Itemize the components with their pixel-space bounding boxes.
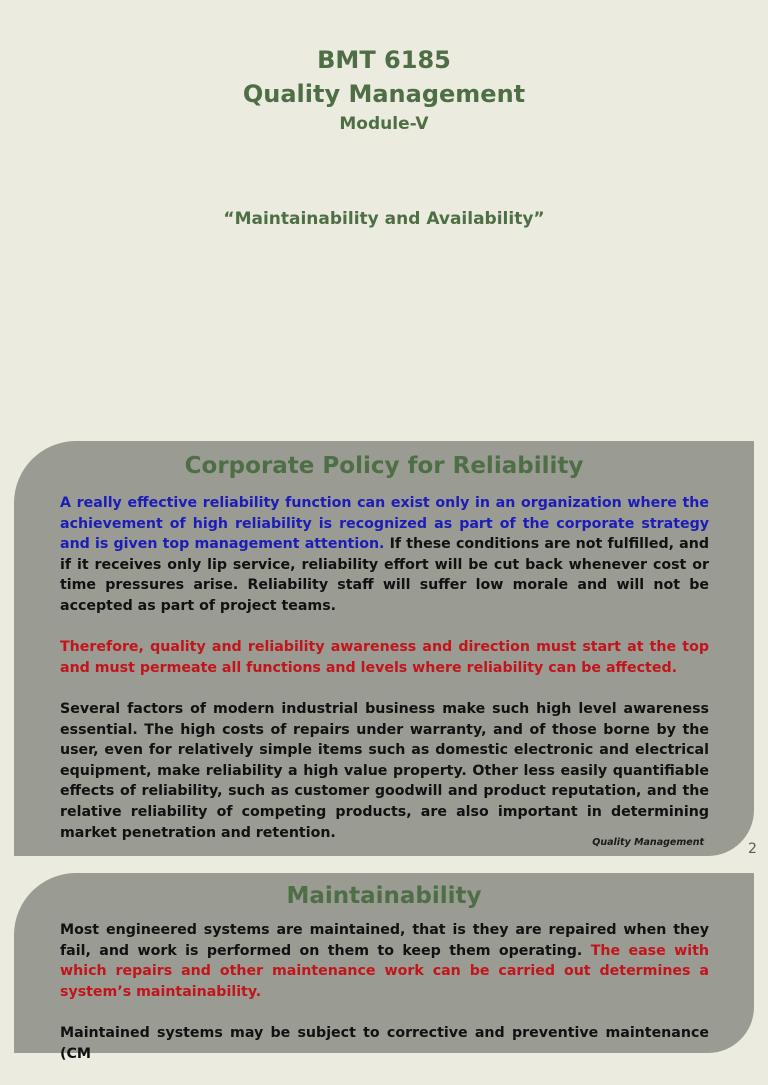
- slide-maintainability: [14, 873, 754, 1062]
- page-number: 2: [748, 841, 757, 857]
- paragraph-text: Most engineered systems are maintained, that is they are repaired when they fail, and work is performed on them to keep them operating.: [60, 922, 709, 959]
- slide-corporate-policy: [14, 441, 754, 856]
- emphasis-blue: A really effective reliability function can exist only in an organization where the achievement of high reliability is recognized as part of the corporate strategy and is given top management attention.: [60, 495, 709, 553]
- paragraph-3: Several factors of modern industrial business make such high level awareness essential. The high costs of repairs under warranty, and of those borne by the user, even for relatively simple items such as domestic electronic and electrical equipment, make reliability a high value property. Other less easily quantifiable effects of reliability, such as customer goodwill and product reputation, and the relative reliability of competing products, are also important in determining market penetration and retention.: [60, 700, 709, 841]
- topic-subtitle: “Maintainability and Availability”: [223, 209, 545, 229]
- paragraph-1: [60, 920, 709, 1002]
- paragraph-1: [60, 493, 709, 617]
- slide-body: [60, 920, 709, 1085]
- paragraph-2: Maintained systems may be subject to corrective and preventive maintenance (CM: [60, 1024, 709, 1062]
- module-label: Module-V: [339, 114, 429, 134]
- slide-title: Corporate Policy for Reliability: [184, 453, 584, 479]
- slide-body: [60, 493, 709, 864]
- title-slide: [0, 0, 768, 430]
- paragraph-2: Therefore, quality and reliability awareness and direction must start at the top and must permeate all functions and levels where reliability can be affected.: [60, 639, 709, 676]
- emphasis-red: The ease with which repairs and other maintenance work can be carried out determines a system’s maintainability.: [60, 942, 709, 1000]
- slide-footer: Quality Management: [592, 837, 704, 848]
- slide-title: Maintainability: [286, 883, 482, 909]
- course-name: Quality Management: [242, 80, 526, 108]
- paragraph-text: If these conditions are not fulfilled, and if it receives only lip service, reliability effort will be cut back whenever cost or time pressures arise. Reliability staff will suffer low morale and will not be accepted as part of project teams.: [60, 536, 709, 614]
- course-code: BMT 6185: [317, 46, 451, 74]
